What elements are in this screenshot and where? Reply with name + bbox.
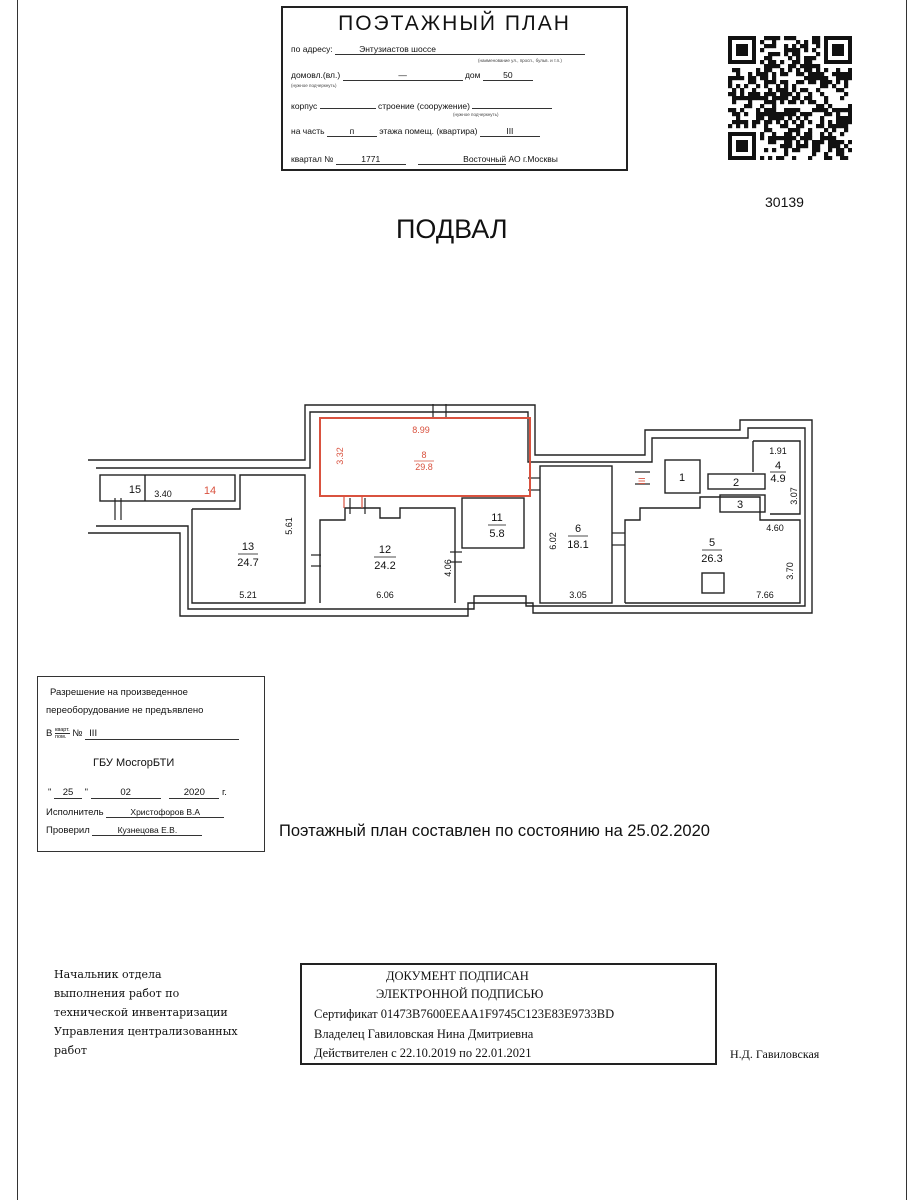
permit-line2: переоборудование не предъявлено: [46, 705, 204, 716]
room-14-number: 14: [203, 485, 217, 497]
stroenie-label: строение (сооружение): [378, 101, 470, 111]
sig-validity: Действителен с 22.10.2019 по 22.01.2021: [314, 1046, 532, 1060]
address-hint: (наименование ул., просп., бульв. и т.п.): [478, 58, 562, 63]
part-label: на часть: [291, 126, 325, 136]
dim-4-60: 4.60: [766, 523, 784, 533]
room-6-number: 6: [574, 523, 582, 535]
stroenie-hint: (нужное подчеркнуть): [453, 112, 499, 117]
room-4-area: 4.9: [770, 473, 786, 485]
permit-day: 25: [54, 787, 82, 799]
permit-date-quote-open: ": [48, 787, 52, 798]
floor-title: ПОДВАЛ: [396, 214, 508, 244]
room-3-number: 3: [736, 499, 744, 511]
signer-name: Н.Д. Гавиловская: [730, 1047, 820, 1061]
district-suffix: АО г.Москвы: [508, 154, 558, 164]
dom-label: дом: [464, 70, 481, 80]
chief-line5: работ: [54, 1044, 87, 1057]
permit-executor-label: Исполнитель: [46, 807, 104, 818]
kvartal-label: квартал №: [291, 154, 334, 164]
permit-executor-value: Христофоров В.А: [106, 807, 224, 818]
room-6-area: 18.1: [567, 539, 589, 551]
dim-5-61: 5.61: [284, 517, 294, 535]
sig-owner: Владелец Гавиловская Нина Дмитриевна: [314, 1027, 534, 1041]
dim-3-70: 3.70: [785, 562, 795, 580]
dim-8-99: 8.99: [412, 425, 430, 435]
room-5-area: 26.3: [701, 553, 723, 565]
room-11-area: 5.8: [489, 528, 505, 540]
compiled-note: Поэтажный план составлен по состоянию на 25.02.2020: [279, 822, 710, 840]
permit-month: 02: [91, 787, 161, 799]
sig-certificate: Сертификат 01473B7600EEAA1F9745C123E83E9733BD: [314, 1007, 615, 1021]
chief-line2: выполнения работ по: [54, 987, 180, 1000]
dim-3-40: 3.40: [154, 489, 172, 499]
room-8-area: 29.8: [415, 462, 433, 472]
dim-3-07: 3.07: [789, 487, 799, 505]
dim-1-91: 1.91: [769, 446, 787, 456]
permit-year-suffix: г.: [221, 787, 227, 798]
permit-date-quote-close: ": [84, 787, 89, 798]
korpus-label: корпус: [291, 101, 318, 111]
room-5-number: 5: [708, 537, 716, 549]
stamp-title: ПОЭТАЖНЫЙ ПЛАН: [338, 12, 571, 35]
dim-4-06: 4.06: [443, 559, 453, 577]
dim-iii: III: [637, 477, 647, 485]
chief-line4: Управления централизованных: [54, 1025, 238, 1038]
dim-6-06: 6.06: [376, 590, 394, 600]
permit-year: 2020: [169, 787, 219, 799]
permit-kvart-value: III: [85, 728, 239, 740]
room-8-number: 8: [421, 450, 427, 460]
dim-6-02: 6.02: [548, 532, 558, 550]
dim-5-21: 5.21: [239, 590, 257, 600]
chief-block: [54, 965, 284, 1060]
dim-7-66: 7.66: [756, 590, 774, 600]
document-number: 30139: [765, 194, 804, 210]
room-5-fixture: [702, 573, 724, 593]
permit-checked-value: Кузнецова Е.В.: [92, 825, 202, 836]
domovl-label: домовл.(вл.): [291, 70, 341, 80]
dim-3-32: 3.32: [335, 447, 345, 465]
kvartal-value: 1771: [336, 154, 406, 165]
sig-line1: ДОКУМЕНТ ПОДПИСАН: [386, 969, 529, 983]
permit-v-label: В: [46, 728, 53, 740]
e-signature-box: [300, 963, 717, 1065]
part-value: п: [327, 126, 377, 137]
chief-line1: Начальник отдела: [54, 968, 162, 981]
room-12-number: 12: [378, 544, 392, 556]
kvart-frac-bottom: пом.: [54, 734, 67, 740]
floor-value: III: [480, 126, 540, 137]
district-value: Восточный: [418, 154, 506, 165]
room-11-number: 11: [491, 512, 503, 524]
permit-kvart-fraction: [55, 727, 70, 740]
chief-line3: технической инвентаризации: [54, 1006, 228, 1019]
permit-no-label: №: [72, 728, 83, 740]
domovl-hint: (нужное подчеркнуть): [291, 83, 337, 88]
room-13-area: 24.7: [237, 557, 259, 569]
room-12-area: 24.2: [374, 560, 396, 572]
permit-executor-row: [46, 807, 224, 818]
dom-value: 50: [483, 70, 533, 81]
outer-wall: [88, 405, 812, 616]
address-value: Энтузиастов шоссе: [335, 44, 585, 55]
room-13-number: 13: [241, 541, 255, 553]
permit-date-row: [48, 787, 227, 799]
sig-line2: ЭЛЕКТРОННОЙ ПОДПИСЬЮ: [376, 987, 544, 1001]
dim-3-05: 3.05: [569, 590, 587, 600]
room-15-number: 15: [128, 484, 142, 496]
floor-label: этажа помещ. (квартира): [379, 126, 478, 136]
permit-checked-label: Проверил: [46, 825, 90, 836]
permit-line1: Разрешение на произведенное: [50, 687, 188, 698]
address-label: по адресу:: [291, 44, 333, 54]
permit-org: ГБУ МосгорБТИ: [93, 757, 175, 769]
permit-checked-row: [46, 825, 202, 836]
domovl-value: —: [343, 70, 463, 81]
kvart-frac-top: кварт.: [54, 727, 70, 733]
room-1-number: 1: [678, 472, 686, 484]
permit-box: [37, 676, 265, 852]
inner-outline: [96, 412, 805, 609]
permit-kvart-row: [46, 727, 239, 740]
room-4-number: 4: [774, 460, 782, 472]
room-2-number: 2: [732, 477, 740, 489]
